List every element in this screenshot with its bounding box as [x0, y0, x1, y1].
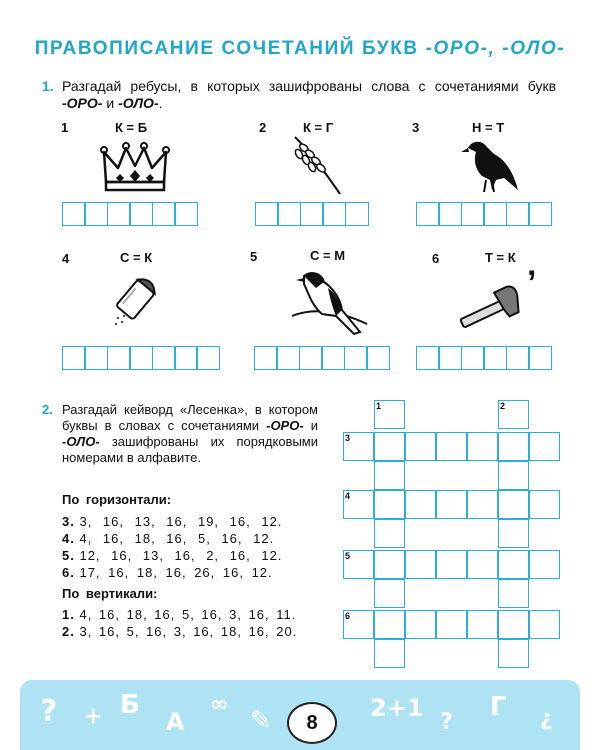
- crossword-cell[interactable]: [467, 490, 498, 519]
- crossword-number-1: 1: [376, 401, 382, 411]
- answer-cell[interactable]: [152, 202, 176, 226]
- clue-h3: 3. 3, 16, 13, 16, 19, 16, 12.: [62, 514, 283, 529]
- answer-cell[interactable]: [152, 346, 176, 370]
- task2-text: 2. Разгадай кейворд «Лесенка», в котором буквы в словах с сочетаниями -ОРО- и -ОЛО- зашифрованы их порядковыми номерами в алфавите.: [42, 402, 318, 465]
- footer-band: ? + Б A ∞ ✎ 2+1 ? Г ¿: [20, 680, 580, 750]
- crossword-cell[interactable]: [374, 639, 405, 668]
- clue-v2: 2. 3, 16, 5, 16, 3, 16, 18, 16, 20.: [62, 624, 298, 639]
- clue-h4: 4. 4, 16, 18, 16, 5, 16, 12.: [62, 531, 275, 546]
- answer-grid-4[interactable]: [62, 346, 220, 370]
- vertical-header: По вертикали:: [62, 586, 158, 601]
- crossword-cell[interactable]: [498, 432, 529, 461]
- answer-cell[interactable]: [345, 202, 369, 226]
- answer-cell[interactable]: [528, 202, 552, 226]
- crossword-cell[interactable]: [374, 490, 405, 519]
- answer-grid-1[interactable]: [62, 202, 198, 226]
- crossword-cell[interactable]: [405, 550, 436, 579]
- answer-cell[interactable]: [174, 346, 198, 370]
- rebus-3-number: 3: [412, 120, 420, 135]
- crossword-cell[interactable]: [405, 490, 436, 519]
- crossword-cell[interactable]: [374, 610, 405, 639]
- rebus-1-hint: К = Б: [115, 120, 148, 135]
- answer-cell[interactable]: [416, 202, 440, 226]
- crossword-cell[interactable]: [436, 490, 467, 519]
- task2-number: 2.: [42, 402, 53, 417]
- crossword-cell[interactable]: [436, 432, 467, 461]
- answer-cell[interactable]: [84, 346, 108, 370]
- crossword-cell[interactable]: [405, 610, 436, 639]
- task1-number: 1.: [42, 78, 54, 94]
- answer-cell[interactable]: [416, 346, 440, 370]
- horizontal-header: По горизонтали:: [62, 492, 172, 507]
- rebus-5-hint: С = М: [310, 248, 346, 263]
- apostrophe-mark: ’: [527, 264, 537, 302]
- crossword-cell[interactable]: [467, 610, 498, 639]
- answer-cell[interactable]: [438, 202, 462, 226]
- answer-cell[interactable]: [528, 346, 552, 370]
- rebus-4-hint: С = К: [120, 250, 153, 265]
- crossword-cell[interactable]: [498, 550, 529, 579]
- rebus-2-hint: К = Г: [303, 120, 334, 135]
- rebus-6-number: 6: [432, 251, 440, 266]
- clue-h5: 5. 12, 16, 13, 16, 2, 16, 12.: [62, 548, 283, 563]
- answer-cell[interactable]: [107, 202, 131, 226]
- hammer-image: [455, 280, 525, 335]
- answer-cell[interactable]: [276, 346, 300, 370]
- crossword-cell[interactable]: [374, 579, 405, 608]
- crossword-cell[interactable]: [529, 432, 560, 461]
- answer-cell[interactable]: [344, 346, 368, 370]
- answer-cell[interactable]: [366, 346, 390, 370]
- crossword-number-2: 2: [500, 401, 506, 411]
- crossword-number-4: 4: [345, 491, 351, 501]
- clue-v1: 1. 4, 16, 18, 16, 5, 16, 3, 16, 11.: [62, 607, 297, 622]
- wheat-ear-image: [290, 132, 345, 197]
- crossword-cell[interactable]: [374, 519, 405, 548]
- crossword-number-6: 6: [345, 611, 351, 621]
- answer-cell[interactable]: [62, 202, 86, 226]
- answer-grid-3[interactable]: [416, 202, 552, 226]
- answer-cell[interactable]: [506, 202, 530, 226]
- crossword-cell[interactable]: [498, 490, 529, 519]
- crossword-cell[interactable]: [498, 519, 529, 548]
- salt-shaker-image: [110, 270, 165, 328]
- crossword-cell[interactable]: [405, 432, 436, 461]
- crossword-cell[interactable]: [529, 610, 560, 639]
- answer-cell[interactable]: [196, 346, 220, 370]
- answer-cell[interactable]: [300, 202, 324, 226]
- crossword-cell[interactable]: [467, 432, 498, 461]
- rebus-1-number: 1: [61, 120, 69, 135]
- answer-cell[interactable]: [321, 346, 345, 370]
- crow-image: [460, 136, 520, 196]
- answer-grid-6[interactable]: [416, 346, 552, 370]
- crossword-cell[interactable]: [374, 461, 405, 490]
- clue-h6: 6. 17, 16, 18, 16, 26, 16, 12.: [62, 565, 273, 580]
- answer-cell[interactable]: [461, 202, 485, 226]
- answer-cell[interactable]: [174, 202, 198, 226]
- answer-cell[interactable]: [129, 346, 153, 370]
- rebus-2-number: 2: [259, 120, 267, 135]
- page-title: ПРАВОПИСАНИЕ СОЧЕТАНИЙ БУКВ -ОРО-, -ОЛО-: [34, 38, 566, 59]
- rebus-6-hint: Т = К: [485, 250, 516, 265]
- page-number: 8: [287, 702, 337, 744]
- answer-cell[interactable]: [255, 202, 279, 226]
- answer-cell[interactable]: [254, 346, 278, 370]
- crossword-cell[interactable]: [436, 610, 467, 639]
- answer-cell[interactable]: [322, 202, 346, 226]
- answer-cell[interactable]: [483, 202, 507, 226]
- answer-cell[interactable]: [461, 346, 485, 370]
- answer-grid-5[interactable]: [254, 346, 390, 370]
- crossword-cell[interactable]: [467, 550, 498, 579]
- task1-text: 1. Разгадай ребусы, в которых зашифрованы слова с сочетаниями букв -ОРО- и -ОЛО-.: [42, 78, 556, 111]
- answer-cell[interactable]: [62, 346, 86, 370]
- crossword-cell[interactable]: [498, 579, 529, 608]
- crossword-cell[interactable]: [436, 550, 467, 579]
- crossword-cell[interactable]: [498, 461, 529, 490]
- crossword-cell[interactable]: [498, 639, 529, 668]
- answer-cell[interactable]: [107, 346, 131, 370]
- crossword-number-5: 5: [345, 551, 351, 561]
- answer-cell[interactable]: [506, 346, 530, 370]
- rebus-5-number: 5: [250, 249, 258, 264]
- answer-cell[interactable]: [438, 346, 462, 370]
- crossword-cell[interactable]: [529, 490, 560, 519]
- answer-cell[interactable]: [299, 346, 323, 370]
- answer-cell[interactable]: [129, 202, 153, 226]
- crossword-cell[interactable]: [374, 550, 405, 579]
- crown-image: [100, 140, 170, 195]
- answer-grid-2[interactable]: [255, 202, 369, 226]
- crossword-cell[interactable]: [374, 432, 405, 461]
- answer-cell[interactable]: [483, 346, 507, 370]
- crossword-cell[interactable]: [498, 610, 529, 639]
- crossword-number-3: 3: [345, 433, 351, 443]
- rebus-3-hint: Н = Т: [472, 120, 505, 135]
- crossword-cell[interactable]: [529, 550, 560, 579]
- rebus-4-number: 4: [62, 251, 70, 266]
- answer-cell[interactable]: [277, 202, 301, 226]
- answer-cell[interactable]: [84, 202, 108, 226]
- magpie-image: [282, 266, 372, 346]
